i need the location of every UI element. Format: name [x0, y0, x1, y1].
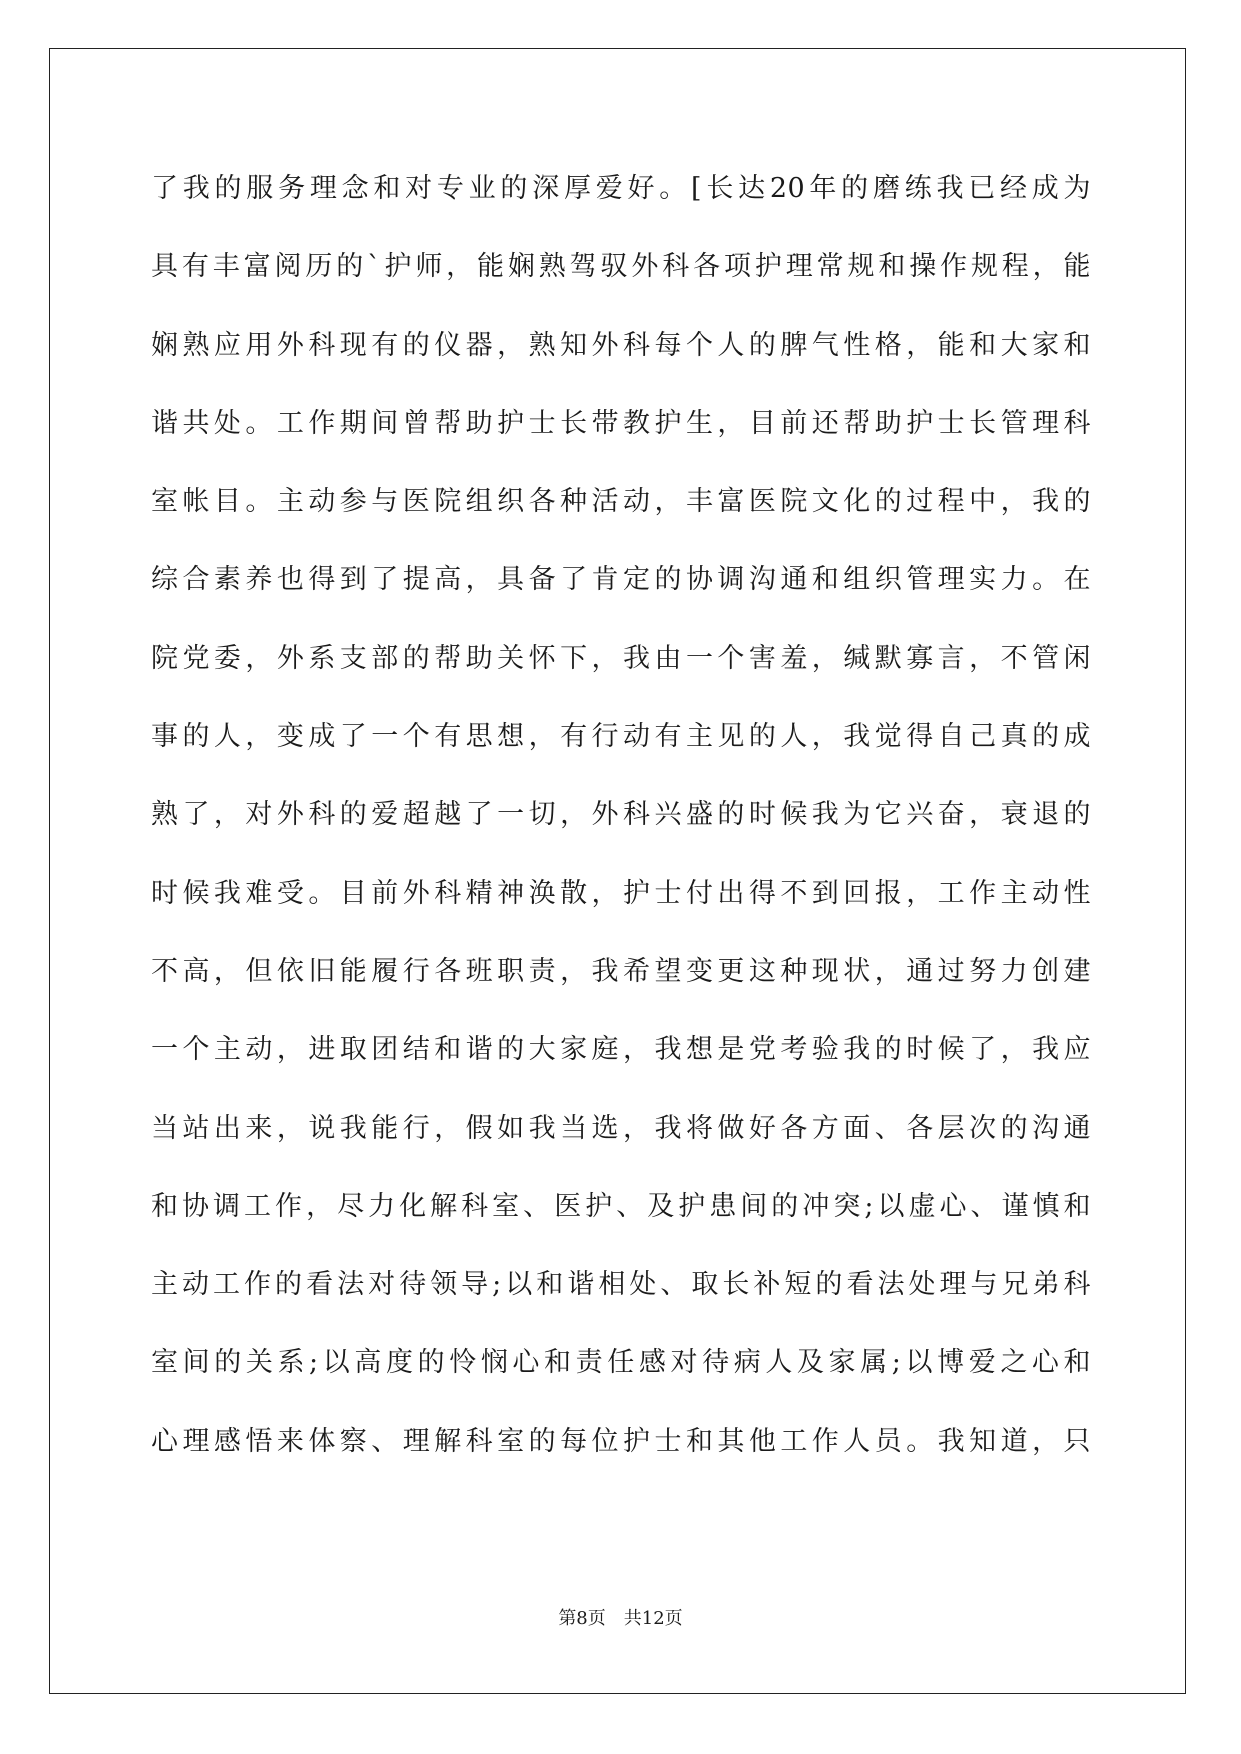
text-line: 室间的关系;以高度的怜悯心和责任感对待病人及家属;以博爱之心和 [151, 1347, 1091, 1379]
text-line: 不高，但依旧能履行各班职责，我希望变更这种现状，通过努力创建 [151, 955, 1091, 987]
text-line: 心理感悟来体察、理解科室的每位护士和其他工作人员。我知道，只 [151, 1425, 1091, 1457]
text-line: 谐共处。工作期间曾帮助护士长带教护生，目前还帮助护士长管理科 [151, 407, 1091, 439]
text-line: 院党委，外系支部的帮助关怀下，我由一个害羞，缄默寡言，不管闲 [151, 642, 1091, 674]
text-line: 了我的服务理念和对专业的深厚爱好。[长达20年的磨练我已经成为 [151, 173, 1091, 204]
page-number: 第8页 [558, 1608, 606, 1629]
text-line: 当站出来，说我能行，假如我当选，我将做好各方面、各层次的沟通 [151, 1112, 1091, 1144]
text-line: 主动工作的看法对待领导;以和谐相处、取长补短的看法处理与兄弟科 [151, 1269, 1091, 1301]
text-line: 娴熟应用外科现有的仪器，熟知外科每个人的脾气性格，能和大家和 [151, 329, 1091, 361]
text-line: 和协调工作，尽力化解科室、医护、及护患间的冲突;以虚心、谨慎和 [151, 1190, 1091, 1222]
text-line: 具有丰富阅历的`护师，能娴熟驾驭外科各项护理常规和操作规程，能 [151, 251, 1091, 283]
page-footer [0, 1607, 1241, 1631]
text-line: 室帐目。主动参与医院组织各种活动，丰富医院文化的过程中，我的 [151, 486, 1091, 518]
text-line: 事的人，变成了一个有思想，有行动有主见的人，我觉得自己真的成 [151, 721, 1091, 753]
body-text [151, 160, 1091, 1491]
text-line: 综合素养也得到了提高，具备了肯定的协调沟通和组织管理实力。在 [151, 564, 1091, 596]
text-line: 熟了，对外科的爱超越了一切，外科兴盛的时候我为它兴奋，衰退的 [151, 799, 1091, 831]
text-line: 时候我难受。目前外科精神涣散，护士付出得不到回报，工作主动性 [151, 877, 1091, 909]
text-line: 一个主动，进取团结和谐的大家庭，我想是党考验我的时候了，我应 [151, 1034, 1091, 1066]
page-total: 共12页 [623, 1608, 683, 1629]
